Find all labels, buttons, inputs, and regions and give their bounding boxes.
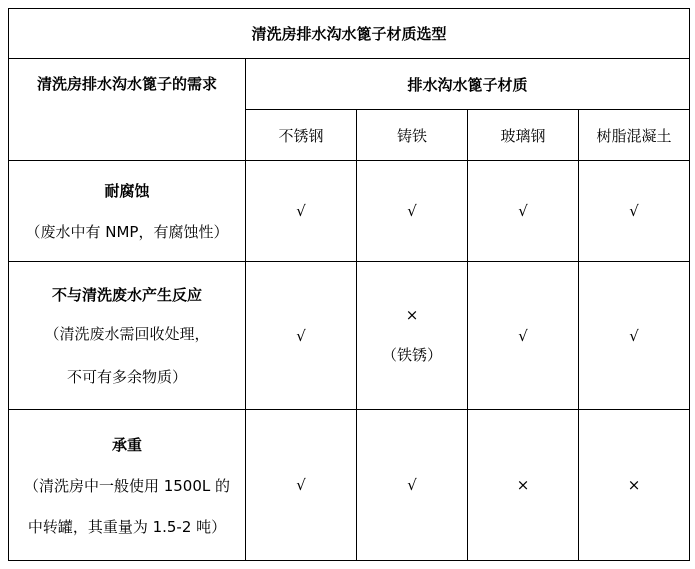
mark: × [405, 306, 419, 324]
table-row [9, 161, 690, 262]
mark-cell [357, 410, 468, 561]
requirement-cell [9, 410, 246, 561]
mark: × [516, 476, 530, 494]
requirement-cell [9, 262, 246, 410]
mark: √ [296, 476, 306, 494]
material-resin-concrete: 树脂混凝土 [579, 110, 690, 161]
mark-cell [357, 262, 468, 410]
mark: √ [518, 202, 528, 220]
mark: √ [407, 202, 417, 220]
mark: √ [518, 326, 528, 345]
requirement-desc: （废水中有 NMP，有腐蚀性） [25, 223, 229, 241]
mark-cell [579, 262, 690, 410]
table-row [9, 262, 690, 410]
mark: √ [629, 326, 639, 345]
material-header: 排水沟水篦子材质 [246, 59, 690, 110]
table-row [9, 410, 690, 561]
requirement-desc: （清洗房中一般使用 1500L 的 [23, 476, 231, 495]
table-title: 清洗房排水沟水篦子材质选型 [9, 9, 690, 59]
requirement-cell [9, 161, 246, 262]
material-stainless-steel: 不锈钢 [246, 110, 357, 161]
requirement-title: 耐腐蚀 [104, 182, 150, 200]
mark-cell [468, 262, 579, 410]
requirement-desc: 不可有多余物质） [66, 368, 187, 386]
mark: × [627, 476, 641, 494]
mark-cell [579, 161, 690, 262]
header-row [9, 59, 690, 110]
mark-cell [357, 161, 468, 262]
requirement-desc: （清洗废水需回收处理， [44, 325, 210, 343]
mark: √ [407, 476, 417, 494]
mark: √ [296, 326, 306, 345]
mark-cell [468, 410, 579, 561]
material-selection-table [8, 8, 690, 561]
mark-cell [246, 262, 357, 410]
mark: √ [629, 202, 639, 220]
mark-cell [468, 161, 579, 262]
mark-note: （铁锈） [381, 346, 442, 364]
title-row [9, 9, 690, 59]
requirement-title: 不与清洗废水产生反应 [51, 286, 202, 304]
mark-cell [579, 410, 690, 561]
mark-cell [246, 410, 357, 561]
material-cast-iron: 铸铁 [357, 110, 468, 161]
requirement-desc: 中转罐，其重量为 1.5-2 吨） [27, 517, 227, 536]
material-fiberglass: 玻璃钢 [468, 110, 579, 161]
requirement-title: 承重 [111, 435, 142, 454]
mark: √ [296, 202, 306, 220]
requirement-header: 清洗房排水沟水篦子的需求 [9, 59, 246, 161]
mark-cell [246, 161, 357, 262]
